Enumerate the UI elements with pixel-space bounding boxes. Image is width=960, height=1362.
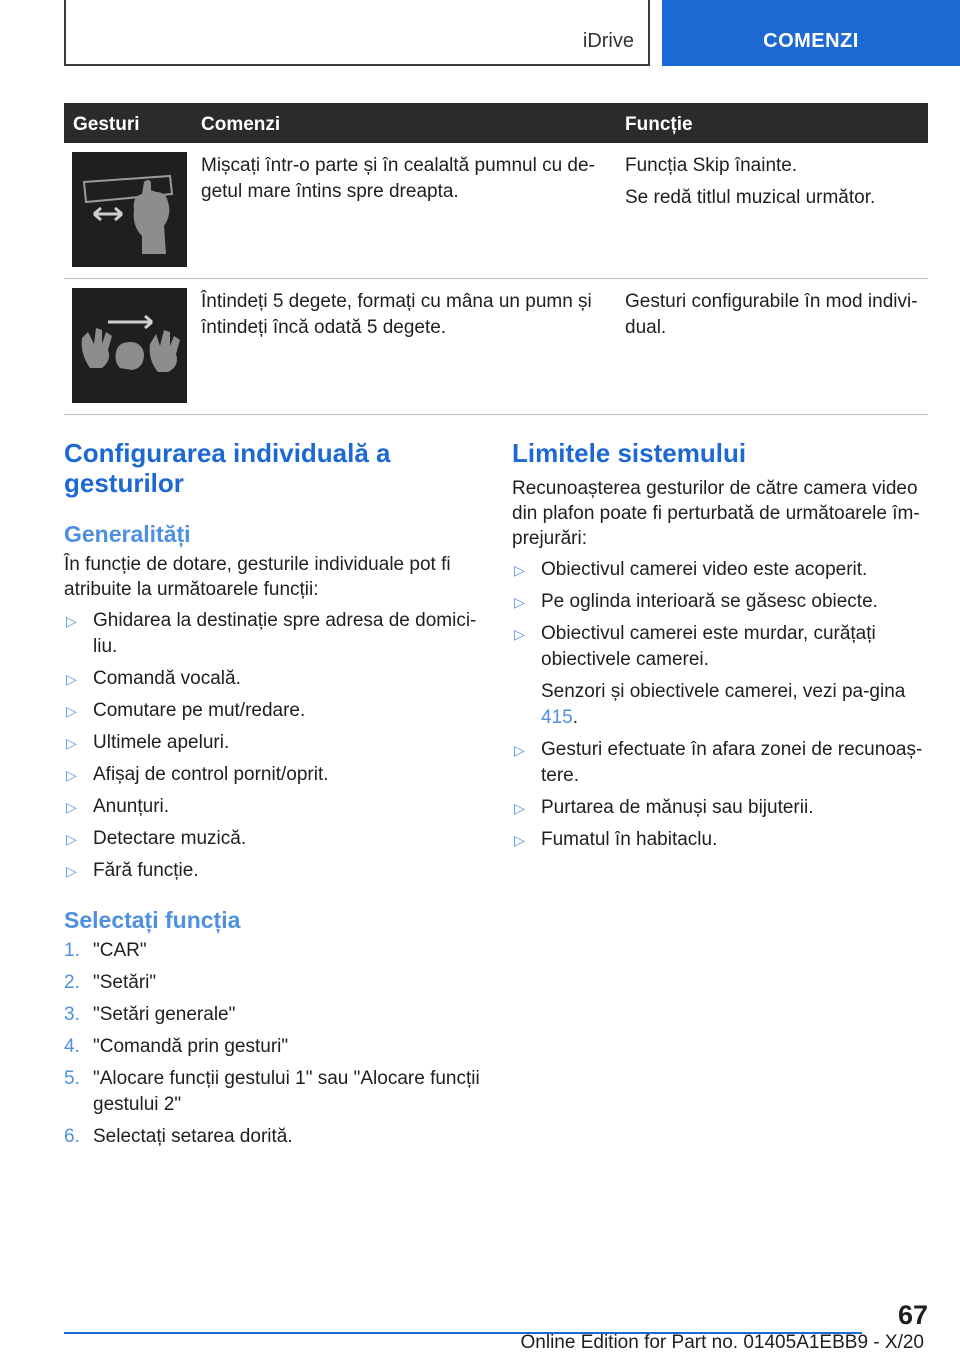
list-item: ▷ Anunțuri. [64, 794, 484, 820]
triangle-bullet-icon: ▷ [66, 671, 77, 687]
triangle-bullet-icon: ▷ [66, 863, 77, 879]
table-row [64, 143, 928, 279]
row-command-text: Mișcați într-o parte și în cealaltă pumnul cu de-getul mare întins spre dreapta. [201, 155, 595, 202]
header-chapter-tab[interactable] [662, 0, 960, 66]
limits-intro: Recunoașterea gesturilor de către camera video din plafon poate fi perturbată de următoarele îm-prejurări: [512, 478, 920, 549]
list-item: ▷ Afișaj de control pornit/oprit. [64, 762, 484, 788]
triangle-bullet-icon: ▷ [66, 799, 77, 815]
list-item: ▷ Purtarea de mănuși sau bijuterii. [512, 795, 930, 821]
limits-list [512, 557, 930, 853]
list-item: 5. "Alocare funcții gestului 1" sau "Alocare funcții gestului 2" [64, 1068, 480, 1115]
triangle-bullet-icon: ▷ [514, 832, 525, 848]
gesture-swipe-thumb-icon [72, 152, 187, 267]
function-line: Se redă titlul muzical următor. [625, 187, 876, 208]
footer-edition: Online Edition for Part no. 01405A1EBB9 - X/20 [520, 1332, 924, 1353]
row-function-text [625, 153, 925, 211]
list-item: ▷ Ghidarea la destinație spre adresa de domici-liu. [66, 610, 477, 657]
list-item: ▷ Fumatul în habitaclu. [512, 827, 930, 853]
triangle-bullet-icon: ▷ [514, 742, 525, 758]
left-column [64, 438, 484, 1150]
list-item: ▷ Comutare pe mut/redare. [64, 698, 484, 724]
list-item: ▷ Ultimele apeluri. [64, 730, 484, 756]
row-function-text [625, 289, 925, 341]
triangle-bullet-icon: ▷ [66, 703, 77, 719]
triangle-bullet-icon: ▷ [514, 594, 525, 610]
section-title-configuration: Configurarea individuală a gesturilor [64, 438, 391, 498]
list-item: 1. "CAR" [64, 940, 147, 961]
section-title-system-limits: Limitele sistemului [512, 438, 747, 468]
table-row [64, 279, 928, 415]
triangle-bullet-icon: ▷ [514, 562, 525, 578]
list-item: ▷ Comandă vocală. [64, 666, 484, 692]
gesture-table [64, 103, 928, 415]
header-section-tab [64, 0, 650, 66]
page-number: 67 [897, 1300, 928, 1330]
general-list [64, 608, 484, 884]
triangle-bullet-icon: ▷ [66, 767, 77, 783]
table-header-gestures: Gesturi [73, 114, 140, 135]
triangle-bullet-icon: ▷ [66, 735, 77, 751]
triangle-bullet-icon: ▷ [66, 613, 77, 629]
triangle-bullet-icon: ▷ [514, 800, 525, 816]
header-section-label: iDrive [582, 30, 634, 52]
triangle-bullet-icon: ▷ [514, 626, 525, 642]
table-header-function: Funcție [625, 114, 693, 135]
subsection-title-general: Generalități [64, 521, 191, 547]
subsection-title-select-function: Selectați funcția [64, 907, 241, 933]
list-item: ▷ Obiectivul camerei este murdar, curățați obiectivele camerei. Senzori și obiectivele camerei, vezi pa-gina 415. [512, 621, 930, 731]
list-item: 4. "Comandă prin gesturi" [64, 1036, 289, 1057]
steps-list [64, 938, 484, 1150]
table-header [64, 103, 928, 143]
triangle-bullet-icon: ▷ [66, 831, 77, 847]
general-intro: În funcție de dotare, gesturile individuale pot fi atribuite la următoarele funcții: [64, 554, 451, 600]
header-chapter-label: COMENZI [763, 30, 859, 52]
list-item: 2. "Setări" [64, 972, 157, 993]
list-item: 3. "Setări generale" [64, 1004, 236, 1025]
list-item: ▷ Obiectivul camerei video este acoperit. [512, 557, 930, 583]
cross-reference: Senzori și obiectivele camerei, vezi pa-gina 415. [541, 681, 906, 728]
function-line: Funcția Skip înainte. [625, 155, 798, 176]
list-item: ▷ Pe oglinda interioară se găsesc obiecte. [512, 589, 930, 615]
function-line: Gesturi configurabile în mod indivi-dual. [625, 291, 918, 338]
right-column [512, 438, 930, 853]
list-item: ▷ Fără funcție. [64, 858, 484, 884]
list-item: ▷ Detectare muzică. [64, 826, 484, 852]
table-header-commands: Comenzi [201, 114, 281, 135]
list-item: 6. Selectați setarea dorită. [64, 1126, 293, 1147]
page-link[interactable]: 415 [541, 707, 573, 728]
gesture-five-fingers-icon [72, 288, 187, 403]
list-item: ▷ Gesturi efectuate în afara zonei de recunoaș-tere. [514, 739, 923, 786]
row-command-text: Întindeți 5 degete, formați cu mâna un pumn și întindeți încă odată 5 degete. [201, 291, 592, 338]
